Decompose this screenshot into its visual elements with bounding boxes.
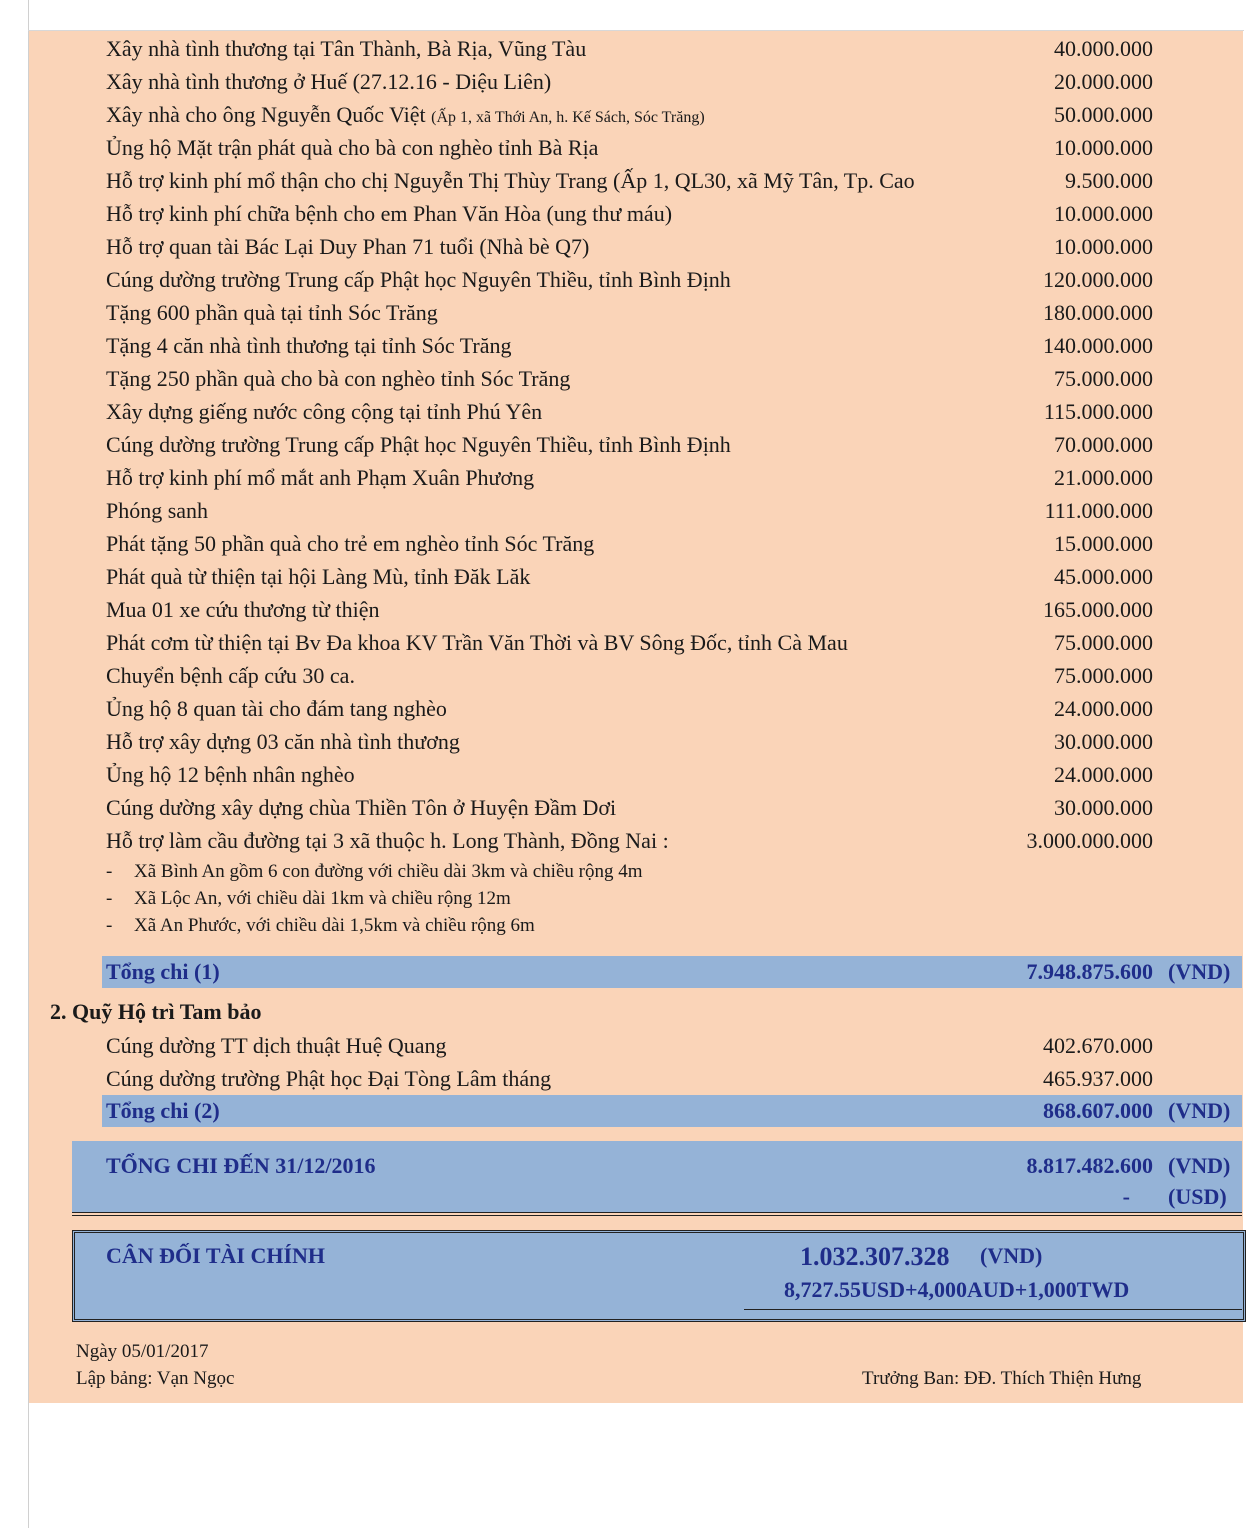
expense-label (106, 626, 976, 659)
expense-label-text: Cúng dường xây dựng chùa Thiền Tôn ở Huyện Đầm Dơi (106, 795, 617, 820)
expense-amount: 30.000.000 (1054, 729, 1153, 754)
double-rule-bottom (72, 1215, 1242, 1216)
expense-label (106, 494, 976, 527)
expense-amount: 75.000.000 (1054, 630, 1153, 655)
total2-unit: (VND) (1168, 1098, 1231, 1123)
expense-amount: 140.000.000 (1043, 333, 1153, 358)
sub-item-dash: - (106, 888, 113, 909)
expense-label (106, 395, 976, 428)
expense-label (106, 329, 976, 362)
expense-label (106, 131, 976, 164)
grand-total-label: TỔNG CHI ĐẾN 31/12/2016 (106, 1153, 376, 1178)
expense-label-text: Hỗ trợ kinh phí chữa bệnh cho em Phan Văn Hòa (ung thư máu) (106, 201, 673, 226)
expense-label (106, 164, 976, 197)
grand-total-vnd: 8.817.482.600 (1026, 1153, 1153, 1178)
expense-label (106, 725, 976, 758)
expense-label-text: Chuyển bệnh cấp cứu 30 ca. (106, 663, 355, 688)
grand-total-usd: - (1122, 1184, 1130, 1209)
total1-label: Tổng chi (1) (106, 959, 220, 984)
sub-item-text: Xã An Phước, với chiều dài 1,5km và chiều rộng 6m (134, 915, 535, 936)
expense-label-text: Hỗ trợ kinh phí mổ thận cho chị Nguyễn Thị Thùy Trang (Ấp 1, QL30, xã Mỹ Tân, Tp. Cao (106, 168, 915, 193)
balance-vnd: 1.032.307.328 (800, 1242, 950, 1271)
expense-label (106, 791, 976, 824)
balance-vnd-unit: (VND) (980, 1243, 1043, 1268)
expense-label (106, 659, 976, 692)
expense-label-text: Phóng sanh (106, 498, 209, 523)
total2-amount: 868.607.000 (1043, 1098, 1153, 1123)
section2-item-amount: 465.937.000 (1043, 1066, 1153, 1091)
expense-label-text: Phát cơm từ thiện tại Bv Đa khoa KV Trần Văn Thời và BV Sông Đốc, tỉnh Cà Mau (106, 630, 848, 655)
expense-label-text: Ủng hộ Mặt trận phát quà cho bà con nghèo tỉnh Bà Rịa (106, 135, 599, 160)
footer-head-signature: Trưởng Ban: ĐĐ. Thích Thiện Hưng (862, 1368, 1142, 1389)
expense-label-text: Tặng 600 phần quà tại tỉnh Sóc Trăng (106, 300, 438, 325)
footer-date: Ngày 05/01/2017 (76, 1341, 209, 1362)
expense-label-text: Phát tặng 50 phần quà cho trẻ em nghèo tỉnh Sóc Trăng (106, 531, 595, 556)
expense-label-text: Ủng hộ 8 quan tài cho đám tang nghèo (106, 696, 447, 721)
total1-row (106, 956, 1231, 988)
expense-amount: 15.000.000 (1054, 531, 1153, 556)
expense-label (106, 362, 976, 395)
expense-label-text: Hỗ trợ kinh phí mổ mắt anh Phạm Xuân Phương (106, 465, 535, 490)
expense-amount: 115.000.000 (1043, 399, 1153, 424)
expense-label-text: Hỗ trợ làm cầu đường tại 3 xã thuộc h. Long Thành, Đồng Nai : (106, 828, 669, 853)
expense-label-text: Xây nhà tình thương ở Huế (27.12.16 - Diệu Liên) (106, 69, 552, 94)
expense-amount: 75.000.000 (1054, 366, 1153, 391)
expense-label (106, 461, 976, 494)
expense-label (106, 263, 976, 296)
section2-title: 2. Quỹ Hộ trì Tam bảo (50, 999, 262, 1024)
expense-amount: 10.000.000 (1054, 234, 1153, 259)
balance-underline (744, 1309, 1242, 1310)
balance-label: CÂN ĐỐI TÀI CHÍNH (106, 1243, 326, 1268)
expense-label-text: Mua 01 xe cứu thương từ thiện (106, 597, 380, 622)
expense-amount: 165.000.000 (1043, 597, 1153, 622)
expense-label-text: Xây nhà tình thương tại Tân Thành, Bà Rịa, Vũng Tàu (106, 36, 587, 61)
expense-amount: 24.000.000 (1054, 696, 1153, 721)
expense-amount: 24.000.000 (1054, 762, 1153, 787)
expense-amount: 9.500.000 (1065, 168, 1153, 193)
section2-item-label: Cúng dường trường Phật học Đại Tòng Lâm tháng (106, 1066, 552, 1091)
expense-amount: 120.000.000 (1043, 267, 1153, 292)
expense-label (106, 32, 976, 65)
expense-label (106, 230, 976, 263)
expense-label-text: Phát quà từ thiện tại hội Làng Mù, tỉnh Đăk Lăk (106, 564, 531, 589)
expense-label-text: Tặng 4 căn nhà tình thương tại tỉnh Sóc Trăng (106, 333, 512, 358)
total1-amount: 7.948.875.600 (1026, 959, 1153, 984)
expense-amount: 10.000.000 (1054, 201, 1153, 226)
sub-item-text: Xã Bình An gồm 6 con đường với chiều dài 3km và chiều rộng 4m (134, 861, 643, 882)
section2-item-label: Cúng dường TT dịch thuật Huệ Quang (106, 1033, 447, 1058)
expense-amount: 75.000.000 (1054, 663, 1153, 688)
expense-label (106, 296, 976, 329)
expense-label-note: (Ấp 1, xã Thới An, h. Kế Sách, Sóc Trăng) (431, 109, 705, 126)
expense-amount: 50.000.000 (1054, 102, 1153, 127)
expense-label-text: Ủng hộ 12 bệnh nhân nghèo (106, 762, 355, 787)
expense-amount: 30.000.000 (1054, 795, 1153, 820)
expense-label (106, 758, 976, 791)
expense-amount: 111.000.000 (1044, 498, 1153, 523)
expense-amount: 20.000.000 (1054, 69, 1153, 94)
expense-label (106, 593, 976, 626)
expense-label-text: Cúng dường trường Trung cấp Phật học Nguyên Thiều, tỉnh Bình Định (106, 267, 731, 292)
expense-amount: 45.000.000 (1054, 564, 1153, 589)
grand-total-vnd-unit: (VND) (1168, 1153, 1231, 1178)
expense-label-text: Cúng dường trường Trung cấp Phật học Nguyên Thiều, tỉnh Bình Định (106, 432, 731, 457)
expense-label (106, 65, 976, 98)
expense-amount: 21.000.000 (1054, 465, 1153, 490)
expense-label (106, 197, 976, 230)
expense-label (106, 428, 976, 461)
expense-amount: 40.000.000 (1054, 36, 1153, 61)
expense-label (106, 560, 976, 593)
expense-label-text: Tặng 250 phần quà cho bà con nghèo tỉnh Sóc Trăng (106, 366, 571, 391)
expense-label-text: Xây dựng giếng nước công cộng tại tỉnh Phú Yên (106, 399, 543, 424)
total2-label: Tổng chi (2) (106, 1098, 220, 1123)
expense-label-text: Xây nhà cho ông Nguyễn Quốc Việt (106, 102, 432, 127)
total1-unit: (VND) (1168, 959, 1231, 984)
total2-row (106, 1095, 1231, 1127)
expense-label (106, 527, 976, 560)
sub-item-dash: - (106, 915, 113, 936)
section2-item-amount: 402.670.000 (1043, 1033, 1153, 1058)
expense-amount: 10.000.000 (1054, 135, 1153, 160)
expense-amount: 3.000.000.000 (1026, 828, 1153, 853)
expense-label (106, 692, 976, 725)
double-rule-top (72, 1212, 1242, 1213)
expense-label (106, 98, 976, 134)
sub-item-text: Xã Lộc An, với chiều dài 1km và chiều rộng 12m (134, 888, 511, 909)
expense-amount: 180.000.000 (1043, 300, 1153, 325)
sub-item-dash: - (106, 861, 113, 882)
expense-label-text: Hỗ trợ xây dựng 03 căn nhà tình thương (106, 729, 460, 754)
expense-label (106, 824, 976, 857)
expense-amount: 70.000.000 (1054, 432, 1153, 457)
grand-total-usd-unit: (USD) (1168, 1184, 1227, 1209)
footer-prepared-by: Lập bảng: Vạn Ngọc (76, 1368, 235, 1389)
balance-foreign-currency: 8,727.55USD+4,000AUD+1,000TWD (784, 1277, 1130, 1302)
expense-label-text: Hỗ trợ quan tài Bác Lại Duy Phan 71 tuổi (Nhà bè Q7) (106, 234, 590, 259)
